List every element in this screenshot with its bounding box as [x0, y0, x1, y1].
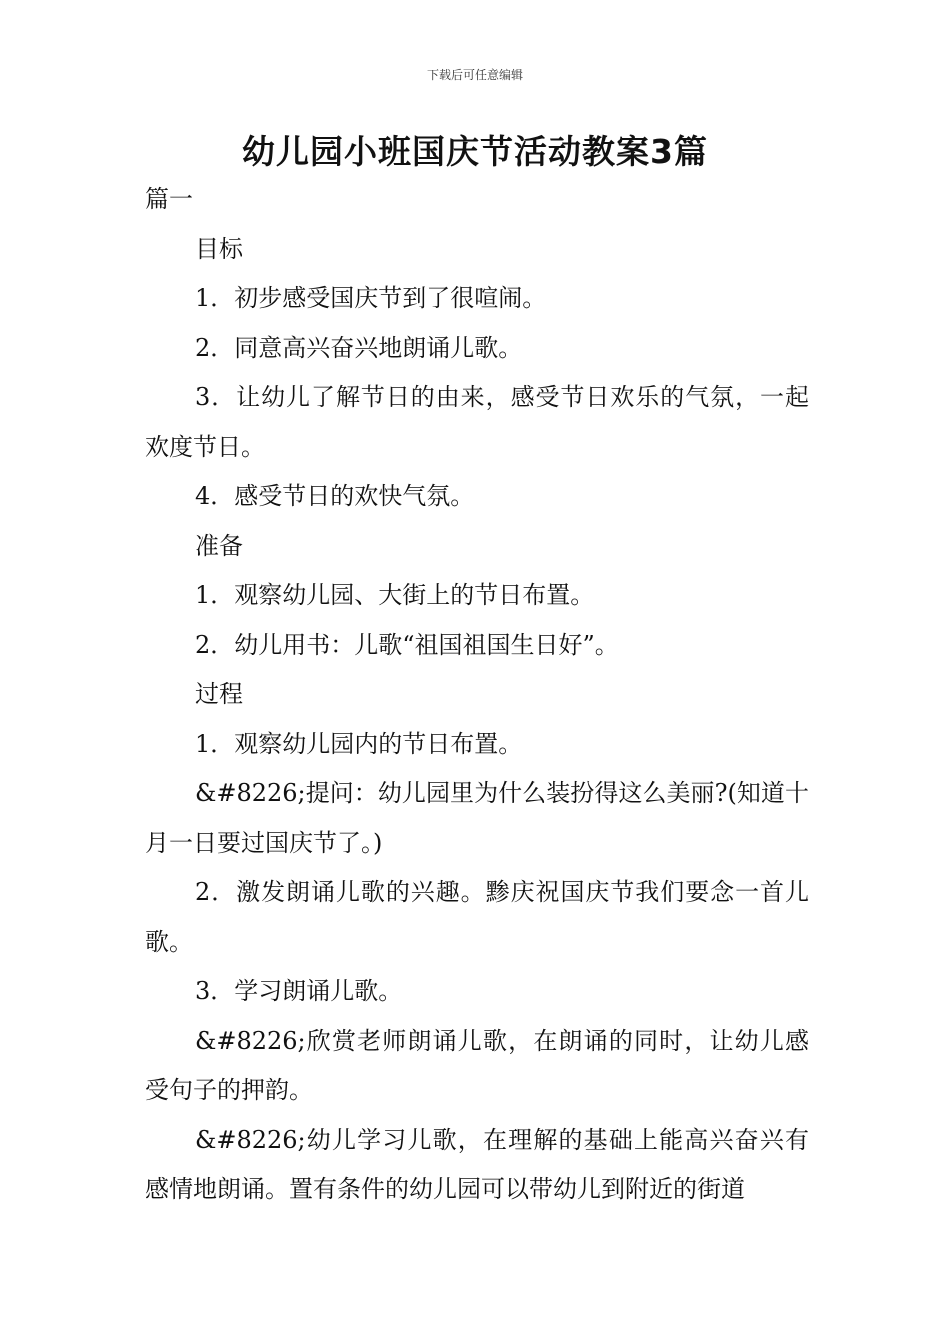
heading-preparation: 准备 [195, 531, 243, 560]
process-item: &#8226;幼儿学习儿歌，在理解的基础上能高兴奋兴有感情地朗诵。置有条件的幼儿园可以带幼儿到附近的街道 [145, 1125, 809, 1203]
goal-item: 3．让幼儿了解节日的由来，感受节日欢乐的气氛，一起欢度节日。 [145, 383, 809, 461]
process-item: 2．激发朗诵儿歌的兴趣。黪庆祝国庆节我们要念一首儿歌。 [145, 878, 809, 956]
process-item: 3．学习朗诵儿歌。 [195, 977, 403, 1005]
heading-goals: 目标 [195, 234, 243, 263]
goal-item: 2．同意高兴奋兴地朗诵儿歌。 [195, 333, 523, 362]
preparation-item: 1．观察幼儿园、大街上的节日布置。 [195, 581, 595, 609]
process-item: &#8226;欣赏老师朗诵儿歌，在朗诵的同时，让幼儿感受句子的押韵。 [145, 1026, 809, 1104]
heading-process: 过程 [195, 680, 243, 708]
document-title: 幼儿园小班国庆节活动教案3篇 [242, 132, 708, 171]
process-item: 1．观察幼儿园内的节日布置。 [195, 729, 523, 758]
document-body [145, 175, 809, 1215]
section-label: 篇一 [145, 185, 193, 213]
header-note: 下载后可任意编辑 [426, 68, 523, 82]
goal-item: 1．初步感受国庆节到了很喧闹。 [195, 284, 547, 312]
preparation-item: 2．幼儿用书：儿歌“祖国祖国生日好”。 [195, 630, 619, 659]
goal-item: 4．感受节日的欢快气氛。 [195, 482, 475, 510]
process-item: &#8226;提问：幼儿园里为什么装扮得这么美丽?(知道十月一日要过国庆节了。) [145, 779, 809, 857]
